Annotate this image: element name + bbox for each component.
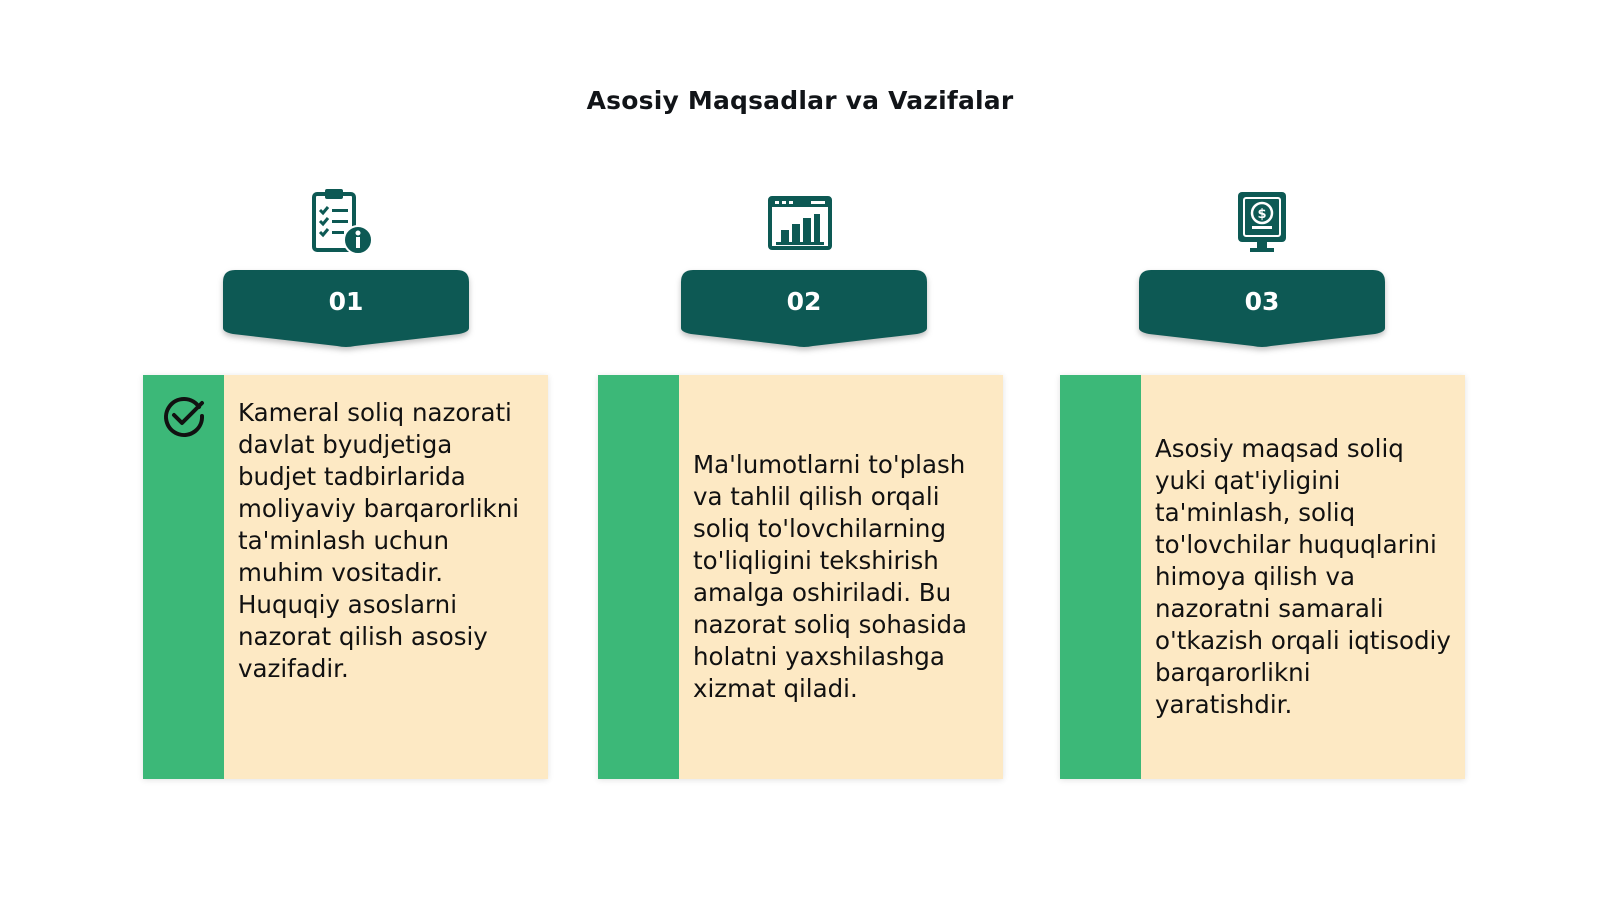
info-card-2 (598, 375, 1003, 779)
dollar-monitor-icon (1226, 186, 1298, 258)
card-accent-bar (143, 375, 224, 779)
step-number: 03 (1244, 287, 1280, 316)
info-card-1 (143, 375, 548, 779)
check-circle-icon (161, 393, 207, 439)
card-accent-bar (598, 375, 679, 779)
info-card-3 (1060, 375, 1465, 779)
page-title: Asosiy Maqsadlar va Vazifalar (586, 86, 1014, 115)
step-badge-02 (681, 270, 927, 350)
card-accent-bar (1060, 375, 1141, 779)
step-badge-01 (223, 270, 469, 350)
clipboard-checklist-info-icon (306, 186, 378, 258)
browser-chart-icon (764, 186, 836, 258)
step-number: 01 (328, 287, 364, 316)
card-body (1141, 375, 1465, 779)
card-body (679, 375, 1003, 779)
card-text: Kameral soliq nazorati davlat byudjetiga budjet tadbirlarida moliyaviy barqarorlikni ta'minlash uchun muhim vositadir. Huquqiy asoslarni nazorat qilish asosiy vazifadir. (238, 398, 520, 683)
card-body (224, 375, 548, 779)
step-number: 02 (786, 287, 822, 316)
step-badge-03 (1139, 270, 1385, 350)
svg-text:$: $ (1257, 207, 1267, 222)
card-text: Asosiy maqsad soliq yuki qat'iyligini ta'minlash, soliq to'lovchilar huquqlarini himoya qilish va nazoratni samarali o'tkazish orqali iqtisodiy barqarorlikni yaratishdir. (1155, 434, 1451, 719)
card-text: Ma'lumotlarni to'plash va tahlil qilish orqali soliq to'lovchilarning to'liqligini tekshirish amalga oshiriladi. Bu nazorat soliq sohasida holatni yaxshilashga xizmat qiladi. (693, 450, 968, 703)
